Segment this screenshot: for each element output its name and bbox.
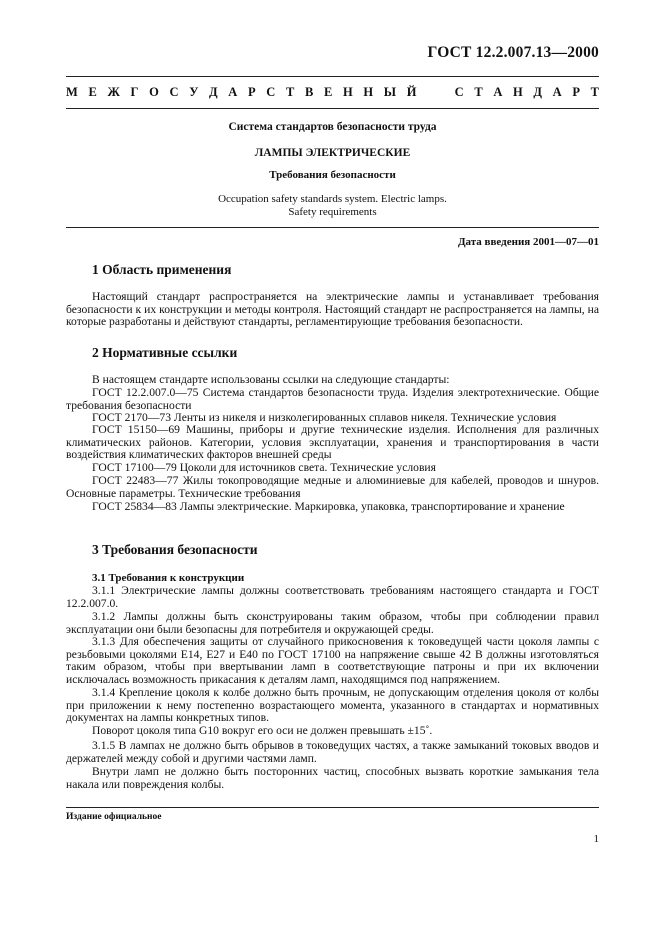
footer-rule	[66, 807, 599, 808]
clause-3-1-3: 3.1.3 Для обеспечения защиты от случайного прикосновения к токоведущей части цоколя лампы с резьбовыми цоколями E14, E27 и E40 по ГОСТ 17100 на напряжение свыше 42 В должны изготовляться таким образом, чтобы при ввертывании ламп в соответствующие патроны и при их включении исключалась возможность прикасания к деталям ламп, находящимся под напряжением.	[66, 635, 599, 686]
banner-letter: У	[189, 85, 199, 99]
banner-letter: Т	[590, 85, 599, 99]
reference-item: ГОСТ 2170—73 Ленты из никеля и низколегированных сплавов никеля. Технические условия	[92, 411, 557, 424]
banner-letter: Н	[513, 85, 523, 99]
banner-letter: Ы	[383, 85, 397, 99]
reference-item: ГОСТ 25834—83 Лампы электрические. Маркировка, упаковка, транспортирование и хранение	[92, 500, 565, 513]
section-2-heading: 2 Нормативные ссылки	[92, 345, 238, 360]
banner-letter: Н	[363, 85, 374, 99]
banner-letter: С	[169, 85, 179, 99]
english-title-line-2: Safety requirements	[288, 206, 377, 218]
banner-letter: А	[493, 85, 503, 99]
clause-3-1-5: 3.1.5 В лампах не должно быть обрывов в токоведущих частях, а также замыканий токовых вводов и держателей между собой и другими частями ламп.	[66, 739, 599, 765]
banner-letter: Е	[88, 85, 97, 99]
section-1-heading: 1 Область применения	[92, 262, 232, 277]
interstate-standard-banner	[66, 85, 599, 100]
introduction-date: Дата введения 2001—07—01	[457, 236, 599, 248]
banner-letter: Т	[285, 85, 295, 99]
banner-letter: А	[552, 85, 562, 99]
banner-letter: Е	[323, 85, 333, 99]
banner-letter: А	[228, 85, 238, 99]
official-edition-label: Издание официальное	[66, 812, 162, 822]
banner-letter: Н	[342, 85, 353, 99]
clause-3-1-1: 3.1.1 Электрические лампы должны соответствовать требованиям настоящего стандарта и ГОСТ 12.2.007.0.	[66, 584, 599, 610]
section-3-heading: 3 Требования безопасности	[92, 542, 258, 557]
top-rule	[66, 76, 599, 77]
standard-number: ГОСТ 12.2.007.13—2000	[427, 44, 599, 61]
banner-letter: М	[66, 85, 78, 99]
clause-3-1-5-note: Внутри ламп не должно быть посторонних частиц, способных вызвать короткие замыкания тела накала или повреждения колбы.	[66, 765, 599, 791]
banner-letter: Ж	[107, 85, 120, 99]
reference-item: ГОСТ 17100—79 Цоколи для источников света. Технические условия	[92, 461, 436, 474]
banner-letter: Р	[247, 85, 256, 99]
banner-letter	[427, 85, 430, 100]
subsection-3-1-heading: 3.1 Требования к конструкции	[92, 572, 245, 584]
banner-letter: С	[454, 85, 464, 99]
banner-letter: Д	[533, 85, 543, 99]
banner-letter: Т	[474, 85, 483, 99]
banner-letter: Г	[130, 85, 139, 99]
clause-3-1-2: 3.1.2 Лампы должны быть сконструированы таким образом, чтобы при соблюдении правил эксплуатации они были безопасны для потребителя и окружающей среды.	[66, 610, 599, 636]
english-title	[66, 193, 599, 219]
document-title: ЛАМПЫ ЭЛЕКТРИЧЕСКИЕ	[254, 147, 411, 159]
section-2-intro: В настоящем стандарте использованы ссылки на следующие стандарты:	[92, 373, 450, 386]
clause-3-1-4-note: Поворот цоколя типа G10 вокруг его оси не должен превышать ±15˚.	[92, 724, 433, 737]
standards-system-title: Система стандартов безопасности труда	[228, 121, 437, 133]
reference-item: ГОСТ 15150—69 Машины, приборы и другие технические изделия. Исполнения для различных климатических районов. Категории, условия эксплуатации, хранения и транспортирования в части воздействия климатических факторов внешней среды	[66, 423, 599, 462]
reference-item: ГОСТ 12.2.007.0—75 Система стандартов безопасности труда. Изделия электротехнические. Общие требования безопасности	[66, 386, 599, 412]
banner-letter: Й	[406, 85, 417, 99]
date-rule	[66, 227, 599, 228]
banner-letter: Д	[209, 85, 218, 99]
banner-letter: Р	[572, 85, 580, 99]
reference-item: ГОСТ 22483—77 Жилы токопроводящие медные и алюминиевые для кабелей, проводов и шнуров. Основные параметры. Технические требования	[66, 474, 599, 500]
banner-letter: В	[304, 85, 314, 99]
section-1-paragraph: Настоящий стандарт распространяется на электрические лампы и устанавливает требования безопасности к их конструкции и методы контроля. Настоящий стандарт не распространяется на лампы, на которые разработаны и действуют стандарты, регламентирующие требования безопасности.	[66, 290, 599, 329]
banner-rule	[66, 108, 599, 109]
banner-letter: О	[149, 85, 159, 99]
clause-3-1-4: 3.1.4 Крепление цоколя к колбе должно быть прочным, не допускающим отделения цоколя от колбы при приложении к нему постепенно возрастающего момента, указанного в стандартах и нормативных документах на лампы конкретных типов.	[66, 686, 599, 725]
banner-letter	[441, 85, 444, 100]
english-title-line-1: Occupation safety standards system. Electric lamps.	[218, 193, 447, 205]
banner-letter: С	[266, 85, 276, 99]
page-number: 1	[593, 833, 599, 845]
document-subtitle: Требования безопасности	[269, 169, 396, 181]
